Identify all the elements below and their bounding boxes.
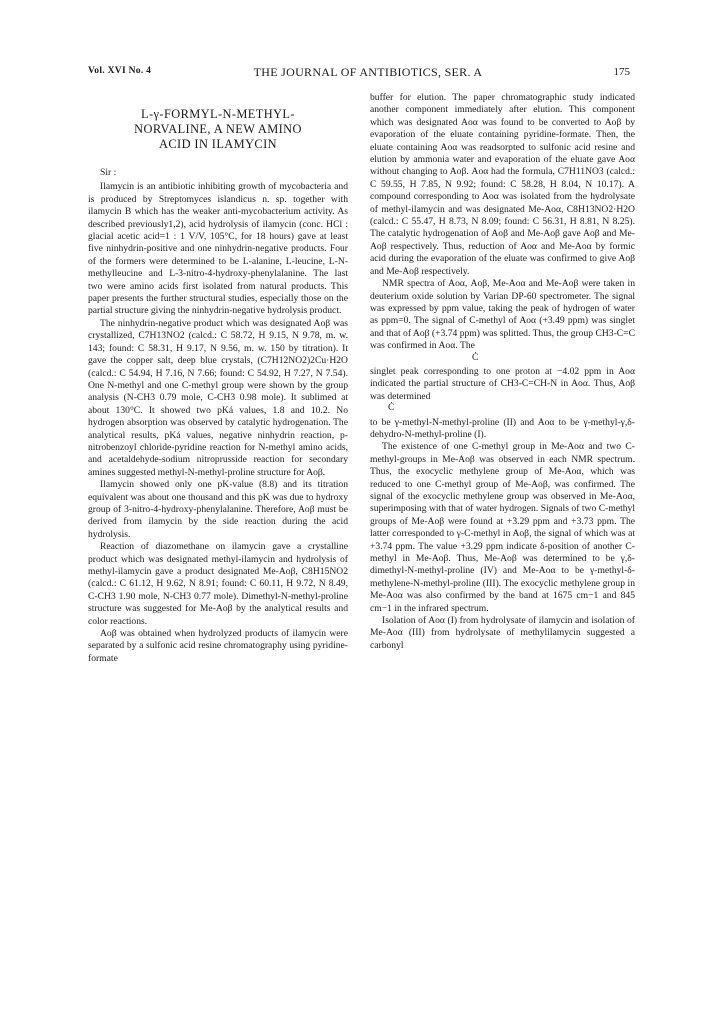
paragraph: Ilamycin is an antibiotic inhibiting growth of mycobacteria and is produced by Streptomyces islandicus n. sp. together with ilamycin B which has the weaker anti-mycobacterium activity. As described previously1,2), acid hydrolysis of ilamycin (conc. HCl : glacial acetic acid=1 : 1 V/V, 105°C, for 18 hours) gave at least five ninhydrin-positive and one ninhydrin-negative products. Four of the formers were determined to be L-alanine, L-leucine, L-N-methylleucine and L-3-nitro-4-hydroxy-phenylalanine. The last two were amino acids first isolated from natural products. This paper presents the further structural studies, especially those on the partial structure giving the ninhydrin-negative hydrolysis product. (88, 181, 348, 317)
structure-mark: Ċ (388, 402, 395, 414)
page-number: 175 (613, 66, 630, 78)
title-line: L-γ-FORMYL-N-METHYL- (141, 107, 295, 121)
paragraph: Ilamycin showed only one pK-value (8.8) and its titration equivalent was about one thousand and this pK was due to hydroxy group of 3-nitro-4-hydroxy-phenylalanine. Therefore, Aoβ must be derived from ilamycin by the side reaction during the acid hydrolysis. (88, 479, 348, 540)
paragraph: Reaction of diazomethane on ilamycin gave a crystalline product which was designated methyl-ilamycin and hydrolysis of methyl-ilamycin gave a product designated Me-Aoβ, C8H15NO2 (calcd.: C 61.12, H 9.62, N 8.91; found: C 60.11, H 9.72, N 8.49, C-CH3 1.90 mole, N-CH3 0.77 mole). Dimethyl-N-methyl-proline structure was suggested for Me-Aoβ by the analytical results and color reactions. (88, 541, 348, 627)
journal-title: THE JOURNAL OF ANTIBIOTICS, SER. A (253, 65, 483, 79)
salutation: Sir : (100, 167, 117, 178)
paragraph: The existence of one C-methyl group in Me-Aoα and two C-methyl-groups in Me-Aoβ was observed in each NMR spectrum. Thus, the exocyclic methylene group of Me-Aoα, which was reduced to one C-methyl group of Me-Aoβ, was confirmed. The signal of the exocyclic methylene group was observed in Me-Aoα, superimposing with that of water hydrogen. Signals of two C-methyl groups of Me-Aoβ were found at +3.29 ppm and +3.73 ppm. The latter corresponded to γ-C-methyl in Aoβ, the signal of which was at +3.74 ppm. The value +3.29 ppm indicate δ-position of another C-methyl in Me-Aoβ. Thus, Me-Aoβ was determined to be γ,δ-dimethyl-N-methyl-proline (IV) and Me-Aoα to be γ-methyl-δ-methylene-N-methyl-proline (III). The exocyclic methylene group in Me-Aoα was also confirmed by the band at 1675 cm−1 and 845 cm−1 in the infrared spectrum. (370, 441, 635, 614)
left-column (88, 92, 348, 665)
paragraph: buffer for elution. The paper chromatographic study indicated another component immediately after elution. This component which was designated Aoα was found to be converted to Aoβ by evaporation of the eluate containing pyridine-formate. Then, the eluate containing Aoα was readsorpted to sulfonic acid resine and elution by ammonia water and evaporation of the eluate gave Aoα without changing to Aoβ. Aoα had the formula, C7H11NO3 (calcd.: C 59.55, H 7.85, N 9.92; found: C 58.28, H 8.04, N 10.17). A compound corresponding to Aoα was isolated from the hydrolysate of methyl-ilamycin and was designated Me-Aoα, C8H13NO2·H2O (calcd.: C 55.47, H 8.73, N 8.09; found: C 56.31, H 8.81, N 8.25). The catalytic hydrogenation of Aoβ and Me-Aoβ gave Aoβ and Me-Aoβ respectively. Thus, reduction of Aoα and Me-Aoα by formic acid during the evaporation of the eluate was confirmed to give Aoβ and Me-Aoβ respectively. (370, 92, 635, 277)
paragraph: The ninhydrin-negative product which was designated Aoβ was crystallized, C7H13NO2 (calcd.: C 58.72, H 9.15, N 9.78, m. w. 143; found: C 58.31, H 9.17, N 9.56, m. w. 150 by titration). It gave the copper salt, deep blue crystals, (C7H12NO2)2Cu·H2O (calcd.: C 54.94, H 7.16, N 7.66; found: C 54.92, H 7.27, N 7.54). One N-methyl and one C-methyl group were shown by the group analysis (N-CH3 0.79 mole, C-CH3 0.98 mole). It sublimed at about 130°C. It showed two pKá values, 1.8 and 10.2. No hydrogen absorption was observed by catalytic hydrogenation. The analytical results, pKá values, negative ninhydrin reaction, p-nitrobenzoyl chloride-pyridine reaction for N-methyl amino acids, and acetaldehyde-sodium nitroprusside reaction for secondary amines suggested methyl-N-methyl-proline structure for Aoβ. (88, 317, 348, 478)
paragraph: Isolation of Aoα (I) from hydrolysate of ilamycin and isolation of Me-Aoα (III) from hydrolysate of methylilamycin suggested a carbonyl (370, 615, 635, 651)
title-line: NORVALINE, A NEW AMINO (134, 122, 302, 136)
paragraph: NMR spectra of Aoα, Aoβ, Me-Aoα and Me-Aoβ were taken in deuterium oxide solution by Varian DP-60 spectrometer. The signal was expressed by ppm value, taking the peak of hydrogen of water as ppm=0. The signal of C-methyl of Aoα (+3.49 ppm) was singlet and that of Aoβ (+3.74 ppm) was splitted. Thus, the group CH3-C=C was confirmed in Aoα. The (370, 278, 635, 352)
paragraph: singlet peak corresponding to one proton at −4.02 ppm in Aoα indicated the partial structure of CH3-C=CH-N in Aoα. Thus, Aoβ was determined (370, 365, 635, 402)
right-column (370, 92, 635, 652)
running-header (88, 66, 648, 82)
article-title (88, 107, 348, 152)
paragraph: to be γ-methyl-N-methyl-proline (II) and Aoα to be γ-methyl-γ,δ-dehydro-N-methyl-proline (I). (370, 416, 635, 440)
paragraph: Aoβ was obtained when hydrolyzed products of ilamycin were separated by a sulfonic acid resine chromatography using pyridine-formate (88, 628, 348, 664)
structure-mark: Ċ (472, 351, 479, 363)
volume-label: Vol. XVI No. 4 (88, 66, 152, 76)
title-line: ACID IN ILAMYCIN (159, 137, 277, 151)
